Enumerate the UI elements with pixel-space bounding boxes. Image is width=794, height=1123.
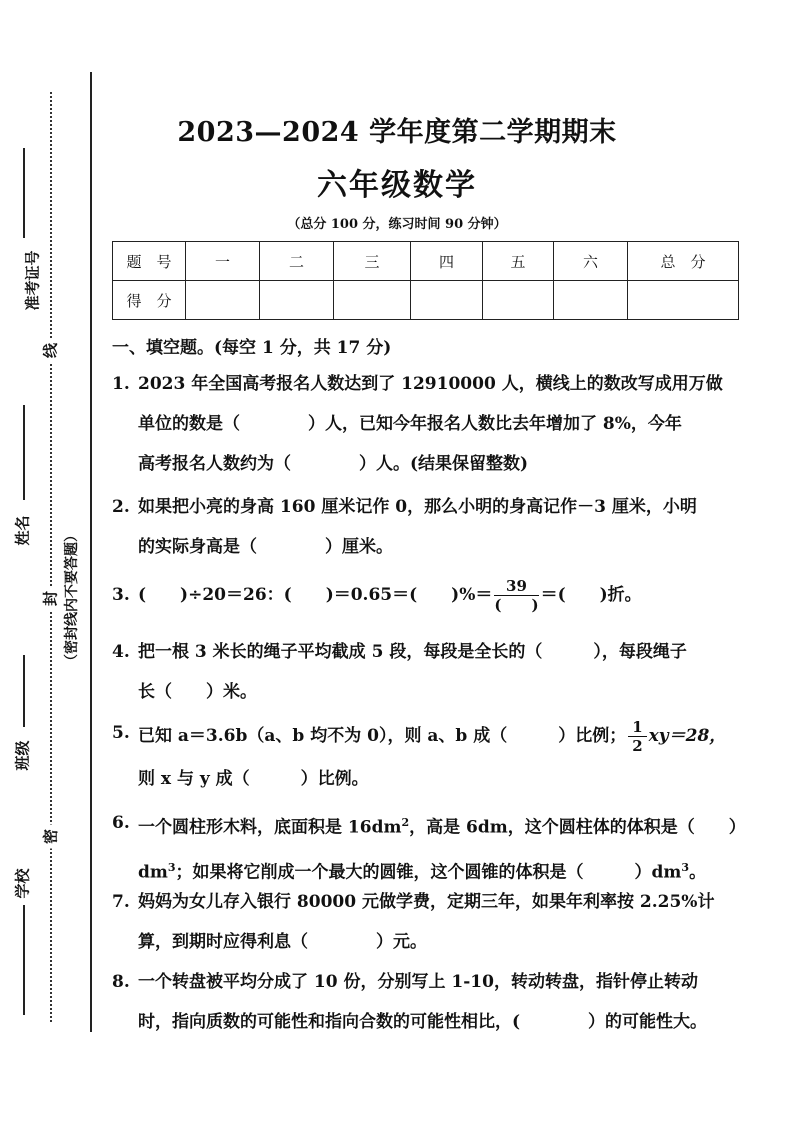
question-line: 算，到期时应得利息（ ）元。 [138, 932, 427, 952]
question-text: 已知 a＝3.6b（a、b 均不为 0），则 a、b 成（ ）比例； [138, 726, 627, 746]
section-title: 一、填空题。(每空 1 分，共 17 分) [112, 338, 392, 358]
question-text: ＝( )折。 [540, 585, 642, 605]
superscript: 3 [167, 860, 176, 874]
table-cell: 五 [483, 242, 554, 281]
question-line: 一个转盘被平均分成了 10 份，分别写上 1-10，转动转盘，指针停止转动 [138, 972, 698, 992]
seal-char-mi: 密 [40, 825, 61, 849]
fraction-numerator: 1 [628, 720, 646, 737]
question-text: 。 [689, 862, 707, 883]
question-number: 3. [112, 585, 130, 605]
name-label: 姓名 [13, 515, 32, 546]
school-label: 学校 [13, 868, 32, 899]
question-8 [112, 962, 748, 1042]
score-table-score-row [113, 281, 739, 320]
question-line: 则 x 与 y 成（ ）比例。 [138, 769, 369, 789]
table-cell: 得 分 [113, 281, 186, 320]
question-text: 一个圆柱形木料，底面积是 16dm [138, 817, 402, 838]
name-line [23, 405, 25, 500]
score-input-cell[interactable] [334, 281, 411, 320]
score-input-cell[interactable] [260, 281, 334, 320]
superscript: 2 [401, 816, 410, 829]
question-number: 5. [112, 723, 130, 743]
seal-char-xian: 线 [40, 339, 61, 363]
superscript: 3 [681, 860, 690, 874]
exam-title: 2023—2024 学年度第二学期期末 [177, 117, 617, 148]
question-text: xy＝28， [648, 726, 727, 746]
class-label: 班级 [13, 740, 32, 771]
question-line: 如果把小亮的身高 160 厘米记作 0，那么小明的身高记作－3 厘米，小明 [138, 497, 697, 517]
school-line [23, 905, 25, 1015]
class-line [23, 655, 25, 727]
question-number: 6. [112, 813, 130, 833]
table-cell: 二 [260, 242, 334, 281]
question-line: 2023 年全国高考报名人数达到了 12910000 人，横线上的数改写成用万做 [138, 374, 723, 394]
table-cell: 题 号 [113, 242, 186, 281]
question-line: 高考报名人数约为（ ）人。(结果保留整数) [138, 454, 529, 474]
score-input-cell[interactable] [483, 281, 554, 320]
question-line: 的实际身高是（ ）厘米。 [138, 537, 393, 557]
table-cell: 四 [411, 242, 483, 281]
question-line [138, 575, 748, 615]
fraction [628, 717, 646, 755]
question-line [138, 713, 748, 759]
question-line: 把一根 3 米长的绳子平均截成 5 段，每段是全长的（ ），每段绳子 [138, 642, 687, 662]
question-line [138, 803, 748, 848]
question-line: 妈妈为女儿存入银行 80000 元做学费，定期三年，如果年利率按 2.25%计 [138, 892, 715, 912]
question-line: 单位的数是（ ）人，已知今年报名人数比去年增加了 8%，今年 [138, 414, 682, 434]
no-answer-note: （密封线内不要答题） [64, 528, 80, 668]
question-6 [112, 803, 748, 892]
score-input-cell[interactable] [628, 281, 739, 320]
exam-info: （总分 100 分，练习时间 90 分钟） [287, 217, 507, 232]
question-1 [112, 364, 748, 484]
score-input-cell[interactable] [554, 281, 628, 320]
table-cell: 总 分 [628, 242, 739, 281]
question-line: 时，指向质数的可能性和指向合数的可能性相比，( ）的可能性大。 [138, 1012, 708, 1032]
question-number: 8. [112, 972, 130, 992]
question-number: 2. [112, 497, 130, 517]
score-input-cell[interactable] [411, 281, 483, 320]
score-table-header-row [113, 242, 739, 281]
table-cell: 三 [334, 242, 411, 281]
fraction [494, 576, 539, 614]
question-text: ( )÷20＝26：( )＝0.65＝( )%＝ [138, 585, 493, 605]
fraction-denominator: ( ) [494, 595, 539, 614]
exam-number-label: 准考证号 [23, 250, 42, 311]
seal-char-feng: 封 [40, 587, 61, 611]
table-cell: 一 [186, 242, 260, 281]
question-7 [112, 882, 748, 962]
question-2 [112, 487, 748, 567]
question-line: 长（ ）米。 [138, 682, 257, 702]
question-text: ，高是 6dm，这个圆柱体的体积是（ ） [409, 817, 746, 838]
question-5 [112, 713, 748, 799]
question-4 [112, 632, 748, 712]
question-3 [112, 575, 748, 615]
fraction-denominator: 2 [632, 736, 643, 755]
question-text: ；如果将它削成一个最大的圆锥，这个圆锥的体积是（ ）dm [175, 862, 682, 883]
score-table [112, 241, 739, 320]
fraction-numerator: 39 [494, 579, 538, 596]
exam-subject: 六年级数学 [317, 168, 477, 203]
table-cell: 六 [554, 242, 628, 281]
score-input-cell[interactable] [186, 281, 260, 320]
question-number: 7. [112, 892, 130, 912]
question-text: dm [138, 862, 168, 883]
question-number: 4. [112, 642, 130, 662]
question-number: 1. [112, 374, 130, 394]
